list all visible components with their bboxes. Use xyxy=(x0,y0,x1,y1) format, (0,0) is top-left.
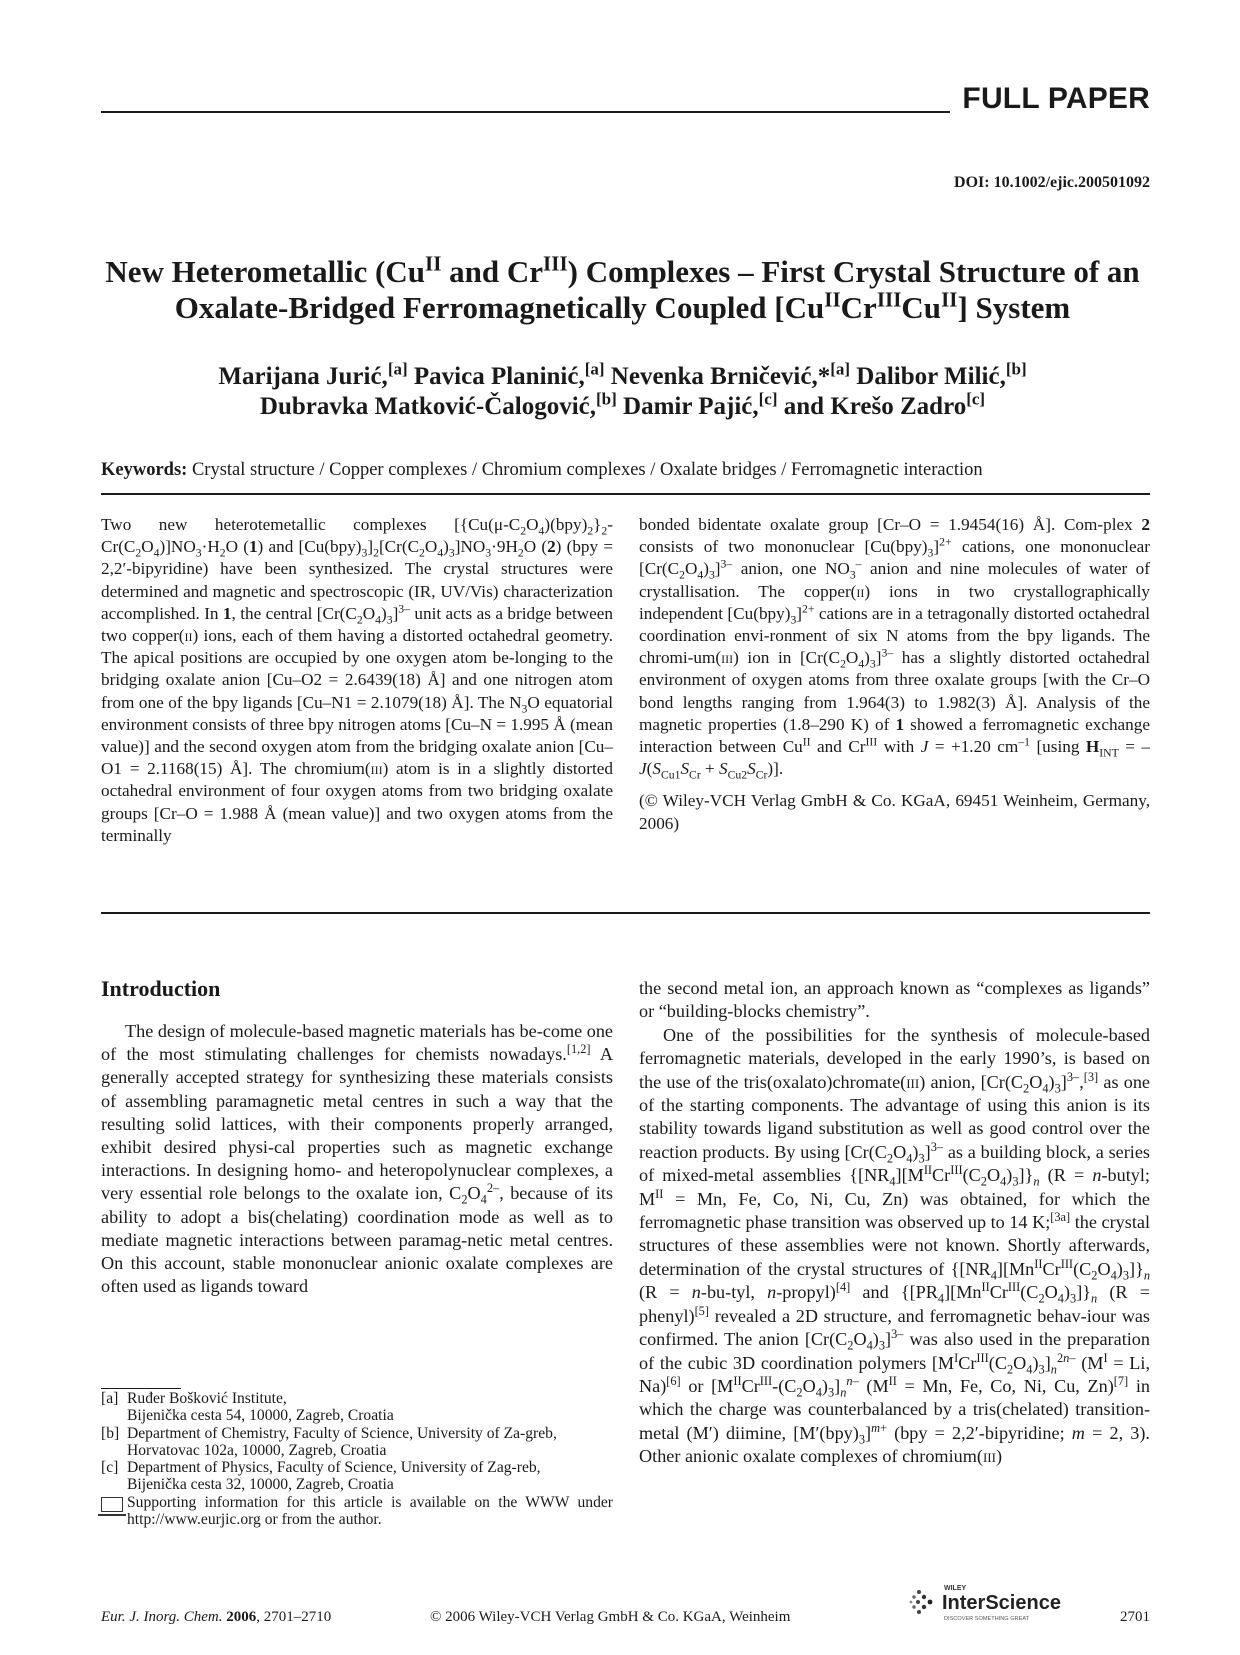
journal-name: Eur. J. Inorg. Chem. xyxy=(101,1609,223,1625)
author-list xyxy=(95,359,1150,422)
affiliation-tag: [c] xyxy=(101,1459,119,1477)
logo-top-text: WILEY xyxy=(944,1585,967,1592)
journal-year: 2006 xyxy=(226,1609,257,1625)
interscience-logo[interactable] xyxy=(908,1578,1078,1626)
intro-paragraph-2: One of the possibilities for the synthesis of molecule-based ferromagnetic materials, developed in the early 1990’s, is based on the use of the tris(oxalato)chromate(iii) anion, $[Cr(C_2O_4)_3]^{3-},[3]$ as one of the starting components. The advantage of using this anion is its stability towards ligand substitution as well as good control over the reaction products. By using $[Cr(C_2O_4)_3]^{3-}$ as a building block, a series of mixed-metal assemblies $\{[NR_4][M^{II}Cr^{III}(C_2O_4)_3]\}_n$ (R = n-butyl; $M^{II} = Mn$, Fe, Co, Ni, Cu, Zn) was obtained, for which the ferromagnetic phase transition was observed up to 14 K;[3a] the crystal structures of these assemblies were not known. Shortly afterwards, determination of the crystal structures of $\{[NR_4][Mn^{II}Cr^{III}(C_2O_4)_3]\}_n$ (R = n-bu-tyl, n-propyl)[4] and $\{[PR_4][Mn^{II}Cr^{III}(C_2O_4)_3]\}_n$ (R = phenyl)[5] revealed a 2D structure, and ferromagnetic behav-iour was confirmed. The anion $[Cr(C_2O_4)_3]^{3-}$ was also used in the preparation of the cubic 3D coordination polymers $[M^ICr^{III}(C_2O_4)_3]_n^{2n-}$ ($M^I = Li$, Na)[6] or $[M^{II}Cr^{III}-(C_2O_4)_3]_n^{n-}$ ($M^{II} = Mn$, Fe, Co, Ni, Cu, Zn)[7] in which the charge was counterbalanced by a tris(chelated) transition-metal (M′) diimine, $[M'(bpy)_3]^{m+}$ (bpy = 2,2′-bipyridine; m = 2, 3). Other anionic oxalate complexes of chromium(iii) xyxy=(639,1024,1150,1467)
affiliation-line: Department of Chemistry, Faculty of Science, University of Za-greb, xyxy=(127,1424,557,1442)
introduction-left-column xyxy=(101,1020,613,1298)
keywords-rule xyxy=(101,493,1150,495)
title-line-1: New Heterometallic ($Cu^{II}$ and $Cr^{III}$) Complexes – First Crystal Structure of an xyxy=(105,251,1140,289)
intro-paragraph-1-cont: the second metal ion, an approach known as “complexes as ligands” or “building-blocks chemistry”. xyxy=(639,978,1150,1022)
logo-sub-text: DISCOVER SOMETHING GREAT xyxy=(944,1616,1030,1622)
title-line-2: Oxalate-Bridged Ferromagnetically Coupled $[Cu^{II}Cr^{III}Cu^{II}]$ System xyxy=(174,287,1071,325)
supporting-info xyxy=(101,1494,613,1529)
abstract-right-column xyxy=(639,514,1150,835)
supporting-info-text[interactable]: Supporting information for this article is available on the WWW under http://www.eurjic.org or from the author. xyxy=(127,1493,613,1529)
intro-paragraph-1: The design of molecule-based magnetic materials has be-come one of the most stimulating challenges for chemists nowadays.[1,2] A generally accepted strategy for synthesizing these materials consists of assembling paramagnetic metal centres in such a way that the resulting solid lattices, with their components properly arranged, exhibit desired physi-cal properties such as magnetic exchange interactions. In designing homo- and heteropolynuclear complexes, a very essential role belongs to the oxalate ion, $C_2O_4^{2-}$, because of its ability to adopt a bis(chelating) coordination mode as well as to mediate magnetic interactions between paramag-netic metal centres. On this account, stable mononuclear anionic oxalate complexes are often used as ligands toward xyxy=(101,1021,614,1297)
affiliation-tag: [b] xyxy=(101,1424,120,1442)
footer-copyright: © 2006 Wiley-VCH Verlag GmbH & Co. KGaA, Weinheim xyxy=(430,1609,791,1625)
journal-citation xyxy=(101,1609,331,1626)
header-rule xyxy=(101,111,950,113)
logo-main-text: InterScience xyxy=(942,1592,1061,1614)
keywords-text: Crystal structure / Copper complexes / Chromium complexes / Oxalate bridges / Ferromagnetic interaction xyxy=(187,460,983,480)
affiliations xyxy=(101,1390,613,1528)
affiliation-a xyxy=(101,1390,613,1425)
journal-pages: , 2701–2710 xyxy=(256,1609,332,1625)
footnote-rule xyxy=(101,1388,181,1389)
computer-icon xyxy=(101,1497,123,1512)
abstract-copyright: (© Wiley-VCH Verlag GmbH & Co. KGaA, 69451 Weinheim, Germany, 2006) xyxy=(639,791,1150,833)
abstract-text-right: bonded bidentate oxalate group [Cr–O = 1.9454(16) Å]. Com-plex 2 consists of two mononuclear $[Cu(bpy)_3]^{2+}$ cations, one mononuclear $[Cr(C_2O_4)_3]^{3-}$ anion, one $NO_3^-$ anion and nine molecules of water of crystallisation. The copper(ii) ions in two crystallographically independent $[Cu(bpy)_3]^{2+}$ cations are in a tetragonally distorted octahedral coordination envi-ronment of six N atoms from the bpy ligands. The chromi-um(iii) ion in $[Cr(C_2O_4)_3]^{3-}$ has a slightly distorted octahedral environment of oxygen atoms from three oxalate groups [with the Cr–O bond lengths ranging from 1.964(3) to 1.982(3) Å]. Analysis of the magnetic properties (1.8–290 K) of 1 showed a ferromagnetic exchange interaction between $Cu^{II}$ and $Cr^{III}$ with J = +1.20 $cm^{-1}$ [using $H_{INT} = -J(S_{Cu1}S_{Cr} + S_{Cu2}S_{Cr})$]. xyxy=(639,515,1151,782)
affiliation-line: Department of Physics, Faculty of Science, University of Zag-reb, xyxy=(127,1459,541,1477)
keywords xyxy=(101,460,1151,481)
affiliation-address: Bijenička cesta 54, 10000, Zagreb, Croatia xyxy=(127,1407,394,1425)
abstract-rule xyxy=(101,912,1150,914)
paper-title xyxy=(95,251,1150,326)
introduction-heading: Introduction xyxy=(101,976,221,1001)
page-number: 2701 xyxy=(1120,1609,1150,1625)
introduction-right-column xyxy=(639,977,1150,1469)
logo-mark-icon xyxy=(910,1590,933,1614)
authors-line-2: Dubravka Matković-Čalogović,[b] Damir Pajić,[c] and Krešo Zadro[c] xyxy=(259,389,986,420)
affiliation-tag: [a] xyxy=(101,1390,119,1407)
authors-line-1: Marijana Jurić,[a] Pavica Planinić,[a] Nevenka Brničević,*[a] Dalibor Milić,[b] xyxy=(218,359,1027,390)
affiliation-line: Ruđer Bošković Institute, xyxy=(127,1390,287,1407)
keywords-label: Keywords: xyxy=(101,460,188,480)
section-label: FULL PAPER xyxy=(962,82,1150,115)
affiliation-b xyxy=(101,1425,613,1460)
affiliation-address: Horvatovac 102a, 10000, Zagreb, Croatia xyxy=(127,1441,387,1459)
affiliation-c xyxy=(101,1459,613,1494)
abstract-text-left: Two new heterotemetallic complexes $[\{Cu(\mu-C_2O_4)(bpy)_2\}_2-Cr(C_2O_4)]NO_3\cdot H_2O$ (1) and $[Cu(bpy)_3]_2[Cr(C_2O_4)_3]NO_3\cdot 9H_2O$ (2) (bpy = 2,2′-bipyridine) have been synthesized. The crystal structures were determined and magnetic and spectroscopic (IR, UV/Vis) characterization accomplished. In 1, the central $[Cr(C_2O_4)_3]^{3-}$ unit acts as a bridge between two copper(ii) ions, each of them having a distorted octahedral geometry. The apical positions are occupied by one oxygen atom be-longing to the bridging oxalate anion [Cu–O2 = 2.6439(18) Å] and one nitrogen atom from one of the bpy ligands [Cu–N1 = 2.1079(18) Å]. The $N_3O$ equatorial environment consists of three bpy nitrogen atoms [Cu–N = 1.995 Å (mean value)] and the second oxygen atom from the bridging oxalate anion [Cu–O1 = 2.1168(15) Å]. The chromium(iii) atom is in a slightly distorted octahedral environment of four oxygen atoms from two bridging oxalate groups [Cr–O = 1.988 Å (mean value)] and two oxygen atoms from the terminally xyxy=(101,515,614,845)
abstract-left-column xyxy=(101,514,613,847)
doi[interactable]: DOI: 10.1002/ejic.200501092 xyxy=(954,174,1150,191)
affiliation-address: Bijenička cesta 32, 10000, Zagreb, Croatia xyxy=(127,1476,394,1494)
